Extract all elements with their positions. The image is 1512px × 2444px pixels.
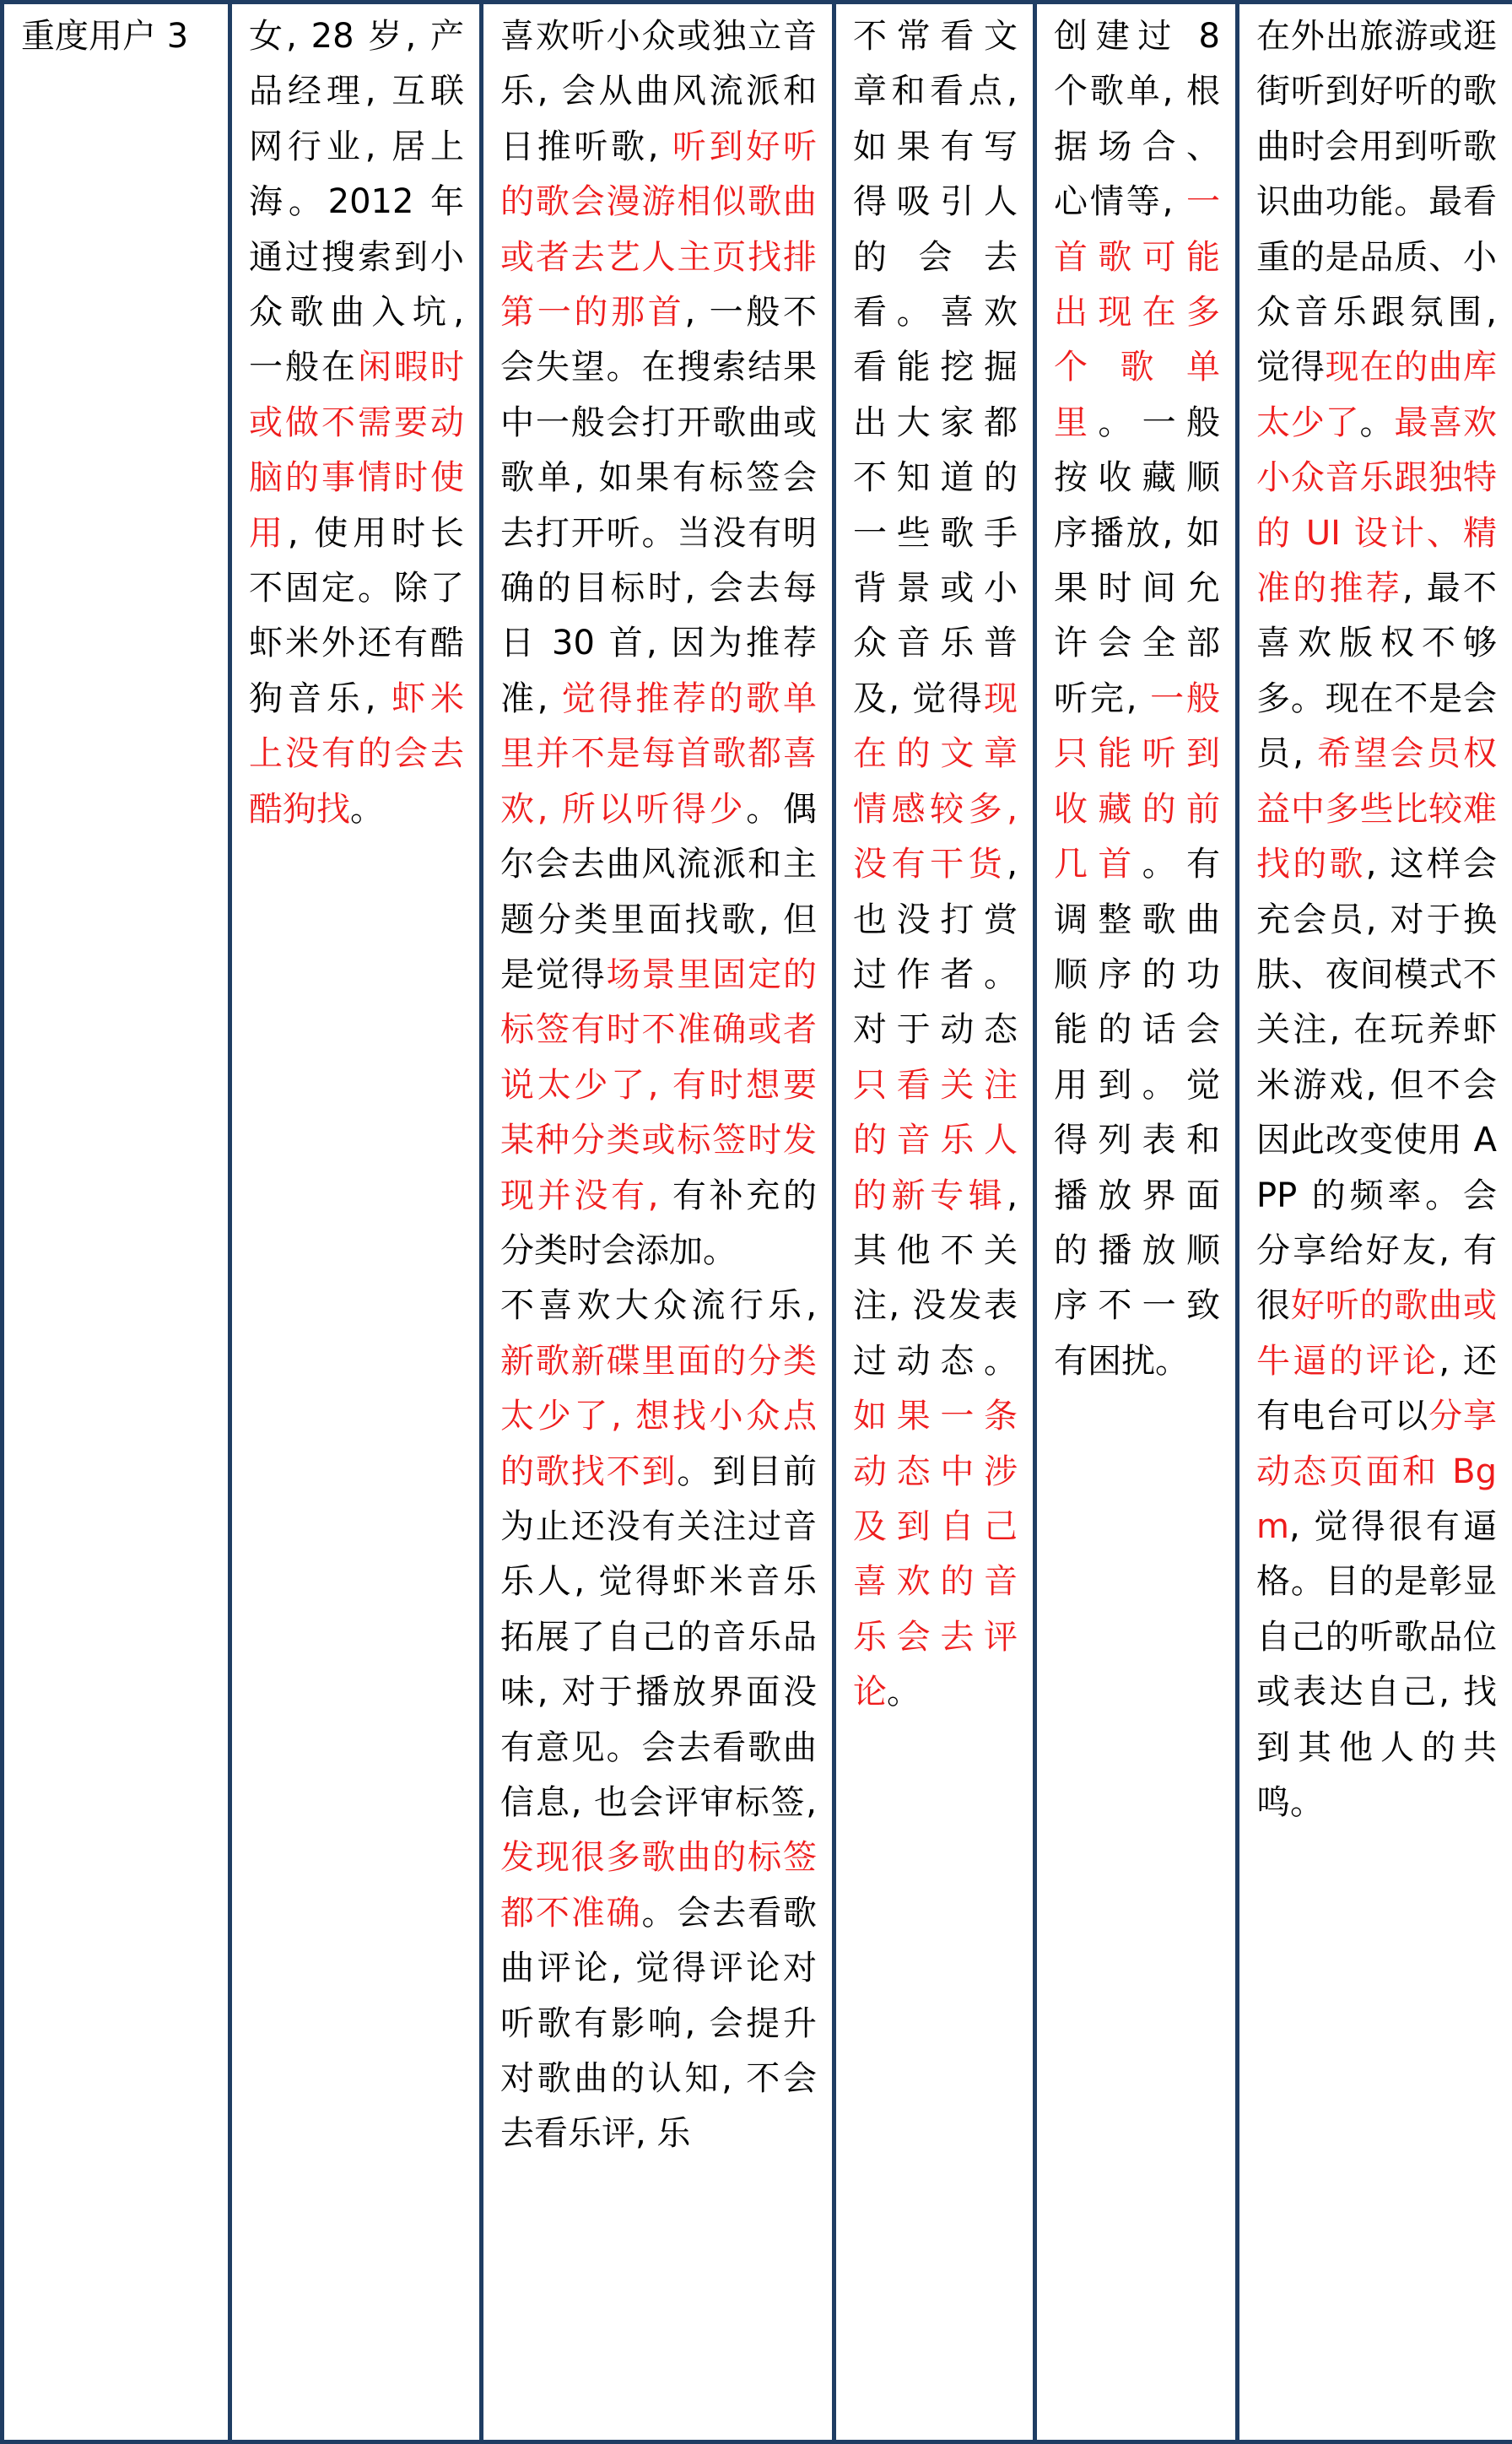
highlight-text: 闲暇时或做不需要动脑的事情时使用: [249, 348, 464, 553]
highlight-text: 听到好听的歌会漫游相似歌曲或者去艺人主页找排第一的那首: [500, 127, 817, 333]
body-text: 。偶尔会去曲风流派和主题分类里面找歌, 但是觉得: [500, 789, 817, 994]
highlight-text: 分享动态页面和 Bgm: [1256, 1397, 1498, 1546]
highlight-text: 现在的曲库太少了: [1256, 348, 1498, 442]
listening-paragraph-1: [500, 9, 817, 1279]
body-text: 。一般按收藏顺序播放, 如果时间允许会全部听完,: [1054, 403, 1221, 718]
body-text: 在外出旅游或逛街听到好听的歌曲时会用到听歌识曲功能。最看重的是品质、小众音乐跟氛围, 觉得: [1256, 17, 1497, 387]
listening-paragraph-2: [500, 1279, 817, 2162]
user-type-cell: [3, 3, 230, 2442]
listening-habits-cell: [482, 3, 834, 2442]
content-text: [853, 9, 1018, 1721]
body-text: , 其他不关注, 没发表过动态。: [853, 1176, 1018, 1381]
features-cell: [1238, 3, 1512, 2442]
body-text: 。到目前为止还没有关注过音乐人, 觉得虾米音乐拓展了自己的音乐品味, 对于播放界面没有意见。会去看歌曲信息, 也会评审标签,: [500, 1452, 817, 1822]
highlight-text: 只看关注的音乐人的新专辑: [853, 1065, 1018, 1215]
user-type-label: 重度用户 3: [21, 17, 189, 56]
body-text: 不喜欢大众流行乐,: [500, 1286, 817, 1326]
body-text: 创建过 8 个歌单, 根据场合、心情等,: [1054, 17, 1220, 222]
body-text: 女, 28 岁, 产品经理, 互联网行业, 居上海。2012 年通过搜索到小众歌曲入坑, 一般在: [249, 17, 464, 387]
body-text: 有补充的分类时会添加。: [500, 1176, 817, 1270]
body-text: 。会去看歌曲评论, 觉得评论对听歌有影响, 会提升对歌曲的认知, 不会去看乐评, 乐: [500, 1893, 817, 2154]
highlight-text: 一般只能听到收藏的前几首: [1054, 679, 1220, 884]
highlight-text: 一首歌可能出现在多个歌单里: [1054, 182, 1220, 442]
body-text: 不常看文章和看点, 如果有写得吸引人的会去看。喜欢看能挖掘出大家都不知道的一些歌手背景或小众音乐普及, 觉得: [853, 17, 1018, 718]
highlight-text: 发现很多歌曲的标签都不准确: [500, 1838, 817, 1933]
highlight-text: 觉得推荐的歌单里并不是每首歌都喜欢, 所以听得少: [500, 679, 817, 829]
body-text: , 最不喜欢版权不够多。现在不是会员,: [1256, 569, 1497, 774]
body-text: , 也没打赏过作者。对于动态: [853, 845, 1018, 1050]
body-text: 。: [350, 789, 384, 829]
highlight-text: 如果一条动态中涉及到自己喜欢的音乐会去评论: [853, 1397, 1018, 1712]
body-text: , 这样会充会员, 对于换肤、夜间模式不关注, 在玩养虾米游戏, 但不会因此改变使用 APP 的频率。会分享给好友, 有很: [1256, 845, 1497, 1326]
highlight-text: 新歌新碟里面的分类太少了, 想找小众点的歌找不到: [500, 1341, 817, 1491]
body-text: 。: [887, 1673, 921, 1712]
body-text: 。有调整歌曲顺序的功能的话会用到。觉得列表和播放界面的播放顺序不一致有困扰。: [1054, 845, 1221, 1381]
body-text: , 一般不会失望。在搜索结果中一般会打开歌曲或歌单, 如果有标签会去打开听。当没有明确的目标时, 会去每日 30 首, 因为推荐准,: [500, 293, 817, 718]
body-text: , 使用时长不固定。除了虾米外还有酷狗音乐,: [249, 513, 465, 718]
playlists-cell: [1035, 3, 1238, 2442]
body-text: 喜欢听小众或独立音乐, 会从曲风流派和日推听歌,: [500, 17, 817, 166]
features-text: [1256, 9, 1497, 1830]
content-cell: [834, 3, 1035, 2442]
body-text: 。: [1359, 403, 1395, 442]
highlight-text: 最喜欢小众音乐跟独特的 UI 设计、精准的推荐: [1256, 403, 1498, 608]
highlight-text: 好听的歌曲或牛逼的评论: [1256, 1286, 1498, 1381]
highlight-text: 虾米上没有的会去酷狗找: [249, 679, 465, 829]
table-row: [3, 3, 1512, 2442]
highlight-text: 现在的文章情感较多, 没有干货: [853, 679, 1018, 884]
body-text: , 觉得很有逼格。目的是彰显自己的听歌品位或表达自己, 找到其他人的共鸣。: [1256, 1506, 1497, 1822]
profile-text: [249, 9, 464, 837]
highlight-text: 希望会员权益中多些比较难找的歌: [1256, 734, 1497, 884]
playlists-text: [1054, 9, 1220, 1389]
profile-cell: [230, 3, 482, 2442]
highlight-text: 场景里固定的标签有时不准确或者说太少了, 有时想要某种分类或标签时发现并没有,: [500, 954, 817, 1215]
body-text: , 还有电台可以: [1256, 1341, 1498, 1436]
